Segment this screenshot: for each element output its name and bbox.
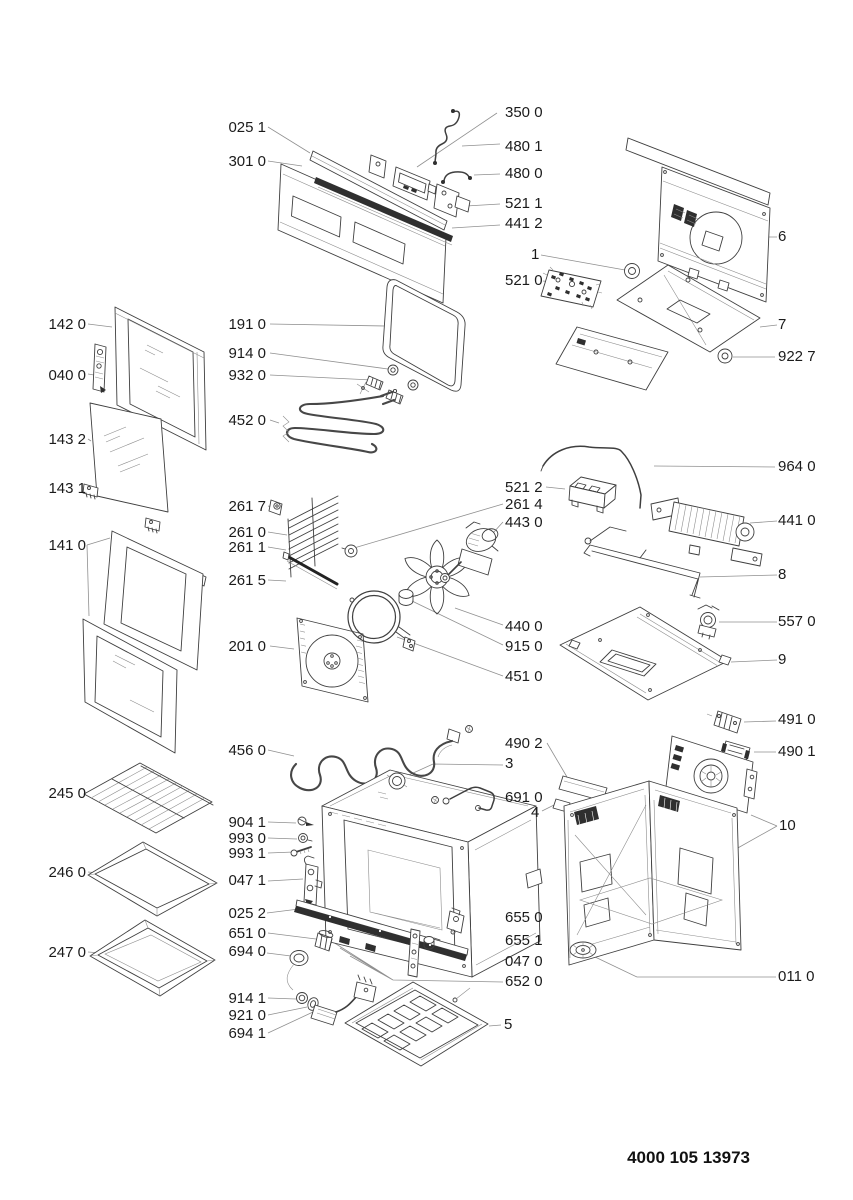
label-491-0: 491 0 <box>778 711 816 728</box>
label-201-0: 201 0 <box>228 638 266 655</box>
fan-nut-drawing <box>399 590 413 606</box>
label-451-0: 451 0 <box>505 668 543 685</box>
label-4: 4 <box>531 804 540 821</box>
lamp-socket-drawing <box>315 929 334 951</box>
wiring-harness-drawing <box>433 109 459 165</box>
lamp-glass-drawing <box>287 951 308 991</box>
label-5: 5 <box>504 1016 513 1033</box>
label-025-2: 025 2 <box>228 905 266 922</box>
label-7: 7 <box>778 316 787 333</box>
grill-element-drawing <box>283 382 397 452</box>
label-247-0: 247 0 <box>48 944 86 961</box>
lower-tray-drawing <box>556 327 668 390</box>
label-694-1: 694 1 <box>228 1025 266 1042</box>
label-521-1: 521 1 <box>505 195 543 212</box>
label-261-7: 261 7 <box>228 498 266 515</box>
display-module-drawing <box>393 167 436 200</box>
label-011-0: 011 0 <box>778 968 815 985</box>
label-993-0: 993 0 <box>228 830 266 847</box>
label-652-0: 652 0 <box>505 973 543 990</box>
support-bracket-drawing <box>584 527 700 598</box>
label-456-0: 456 0 <box>228 742 266 759</box>
label-480-1: 480 1 <box>505 138 543 155</box>
label-694-0: 694 0 <box>228 943 266 960</box>
grommet-drawing <box>625 264 640 279</box>
label-261-5: 261 5 <box>228 572 266 589</box>
label-655-1: 655 1 <box>505 932 543 949</box>
rack-clip-drawing <box>269 500 282 515</box>
label-9: 9 <box>778 651 787 668</box>
label-964-0: 964 0 <box>778 458 816 475</box>
label-651-0: 651 0 <box>228 925 266 942</box>
label-691-0: 691 0 <box>505 789 543 806</box>
label-143-2: 143 2 <box>48 431 86 448</box>
label-441-0: 441 0 <box>778 512 816 529</box>
display-bracket-drawing <box>434 184 470 217</box>
label-191-0: 191 0 <box>228 316 266 333</box>
label-521-2: 521 2 <box>505 479 543 496</box>
label-025-1: 025 1 <box>228 119 266 136</box>
terminal-block-drawing <box>707 711 741 733</box>
label-8: 8 <box>778 566 787 583</box>
shelf-rack-drawing <box>288 496 338 577</box>
label-261-0: 261 0 <box>228 524 266 541</box>
label-443-0: 443 0 <box>505 514 543 531</box>
label-440-0: 440 0 <box>505 618 543 635</box>
label-246-0: 246 0 <box>48 864 86 881</box>
label-141-0: 141 0 <box>48 537 86 554</box>
label-3: 3 <box>505 755 514 772</box>
rear-top-panel-drawing <box>626 138 770 302</box>
label-922-7: 922 7 <box>778 348 816 365</box>
spacers-drawing <box>366 376 403 404</box>
label-521-0: 521 0 <box>505 272 543 289</box>
label-993-1: 993 1 <box>228 845 266 862</box>
label-350-0: 350 0 <box>505 104 543 121</box>
label-914-1: 914 1 <box>228 990 266 1007</box>
label-301-0: 301 0 <box>228 153 266 170</box>
door-lock-drawing <box>93 344 106 393</box>
long-screw-drawing <box>291 847 311 856</box>
label-6: 6 <box>778 228 787 245</box>
adjustable-foot-drawing <box>570 942 596 958</box>
washer-drawing <box>718 349 732 363</box>
label-143-1: 143 1 <box>48 480 86 497</box>
label-040-0: 040 0 <box>48 367 86 384</box>
fan-motor-drawing <box>441 522 500 583</box>
outer-casing-drawing <box>564 781 741 965</box>
label-655-0: 655 0 <box>505 909 543 926</box>
inner-glass-drawing <box>90 403 168 512</box>
label-261-1: 261 1 <box>228 539 266 556</box>
label-932-0: 932 0 <box>228 367 266 384</box>
pcb-drawing <box>541 267 602 309</box>
label-915-0: 915 0 <box>505 638 543 655</box>
steam-box-drawing <box>569 477 616 513</box>
label-452-0: 452 0 <box>228 412 266 429</box>
label-904-1: 904 1 <box>228 814 266 831</box>
label-142-0: 142 0 <box>48 316 86 333</box>
label-490-2: 490 2 <box>505 735 543 752</box>
rack-knob-drawing <box>342 545 357 557</box>
label-047-1: 047 1 <box>228 872 266 889</box>
cooling-fan-drawing <box>651 498 762 566</box>
label-245-0: 245 0 <box>48 785 86 802</box>
label-1: 1 <box>531 246 540 263</box>
label-921-0: 921 0 <box>228 1007 266 1024</box>
wire-link-drawing <box>441 172 472 184</box>
screw-drawing <box>298 817 314 826</box>
lamp-ring-drawing <box>297 993 308 1004</box>
label-10: 10 <box>779 817 796 834</box>
label-261-4: 261 4 <box>505 496 543 513</box>
label-490-1: 490 1 <box>778 743 816 760</box>
hinge-drawing <box>304 856 322 907</box>
label-047-0: 047 0 <box>505 953 543 970</box>
nut-drawing <box>299 834 313 843</box>
label-557-0: 557 0 <box>778 613 816 630</box>
label-480-0: 480 0 <box>505 165 543 182</box>
thermostat-drawing <box>698 605 719 639</box>
label-914-0: 914 0 <box>228 345 266 362</box>
document-part-code: 4000 105 13973 <box>627 1148 750 1167</box>
label-441-2: 441 2 <box>505 215 543 232</box>
